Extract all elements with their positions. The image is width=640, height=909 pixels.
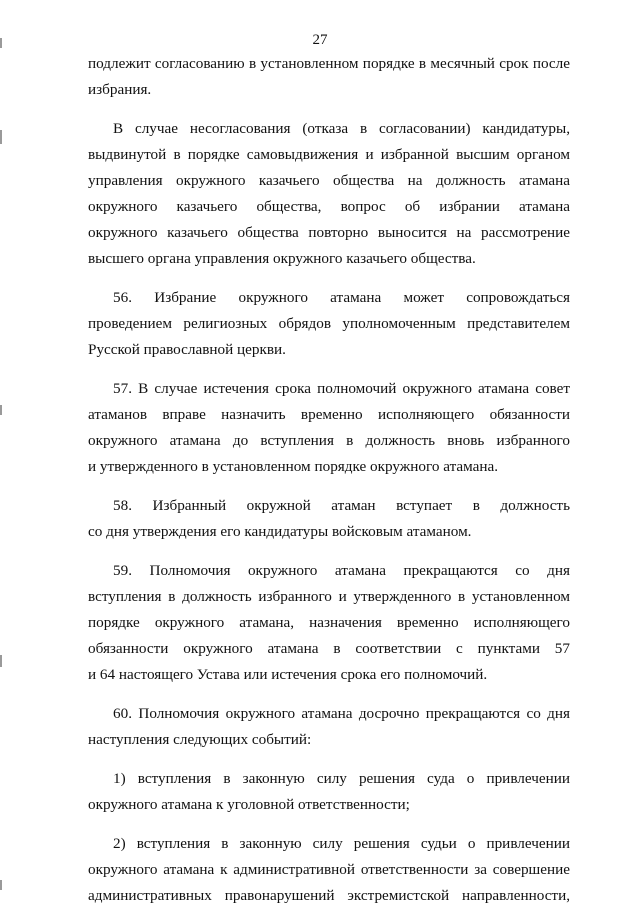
text-line: 60. Полномочия окружного атамана досрочно прекращаются со дня [113, 705, 570, 722]
text-line: окружного казачьего общества повторно выносится на рассмотрение [88, 224, 570, 241]
text-line: 59. Полномочия окружного атамана прекращаются со дня [113, 562, 570, 579]
text-line: управления окружного казачьего общества на должность атамана [88, 172, 570, 189]
document-body [88, 51, 570, 909]
text-line: окружного атамана до вступления в должность вновь избранного [88, 432, 570, 449]
text-line: окружного атамана к административной ответственности за совершение [88, 861, 570, 878]
text-line: 2) вступления в законную силу решения судьи о привлечении [113, 835, 570, 852]
text-line: 1) вступления в законную силу решения суда о привлечении [113, 770, 570, 787]
text-line: окружного атамана к уголовной ответственности; [88, 796, 410, 813]
text-line: и утвержденного в установленном порядке окружного атамана. [88, 458, 499, 475]
text-line: вступления в должность избранного и утвержденного в установленном [88, 588, 570, 605]
page-number: 27 [312, 32, 328, 48]
text-line: административных правонарушений экстремистской направленности, [88, 887, 570, 904]
text-line: атаманов вправе назначить временно исполняющего обязанности [88, 406, 570, 423]
text-line: выдвинутой в порядке самовыдвижения и избранной высшим органом [88, 146, 570, 163]
text-line: со дня утверждения его кандидатуры войсковым атаманом. [88, 523, 472, 540]
text-line: 56. Избрание окружного атамана может сопровождаться [113, 289, 570, 306]
text-line: и 64 настоящего Устава или истечения срока его полномочий. [88, 666, 488, 683]
text-line: высшего органа управления окружного казачьего общества. [88, 250, 476, 267]
text-line: наступления следующих событий: [88, 731, 312, 748]
text-line: окружного казачьего общества, вопрос об избрании атамана [88, 198, 570, 215]
text-line: избрания. [88, 81, 152, 98]
text-line: В случае несогласования (отказа в согласовании) кандидатуры, [113, 120, 570, 137]
text-line: проведением религиозных обрядов уполномоченным представителем [88, 315, 570, 332]
text-line: обязанности окружного атамана в соответствии с пунктами 57 [88, 640, 570, 657]
text-line: подлежит согласованию в установленном порядке в месячный срок после [88, 55, 570, 72]
text-line: порядке окружного атамана, назначения временно исполняющего [88, 614, 570, 631]
text-line: 57. В случае истечения срока полномочий окружного атамана совет [113, 380, 570, 397]
text-line: Русской православной церкви. [88, 341, 286, 358]
text-line: 58. Избранный окружной атаман вступает в должность [113, 497, 570, 514]
scan-edge-marks [0, 0, 4, 905]
